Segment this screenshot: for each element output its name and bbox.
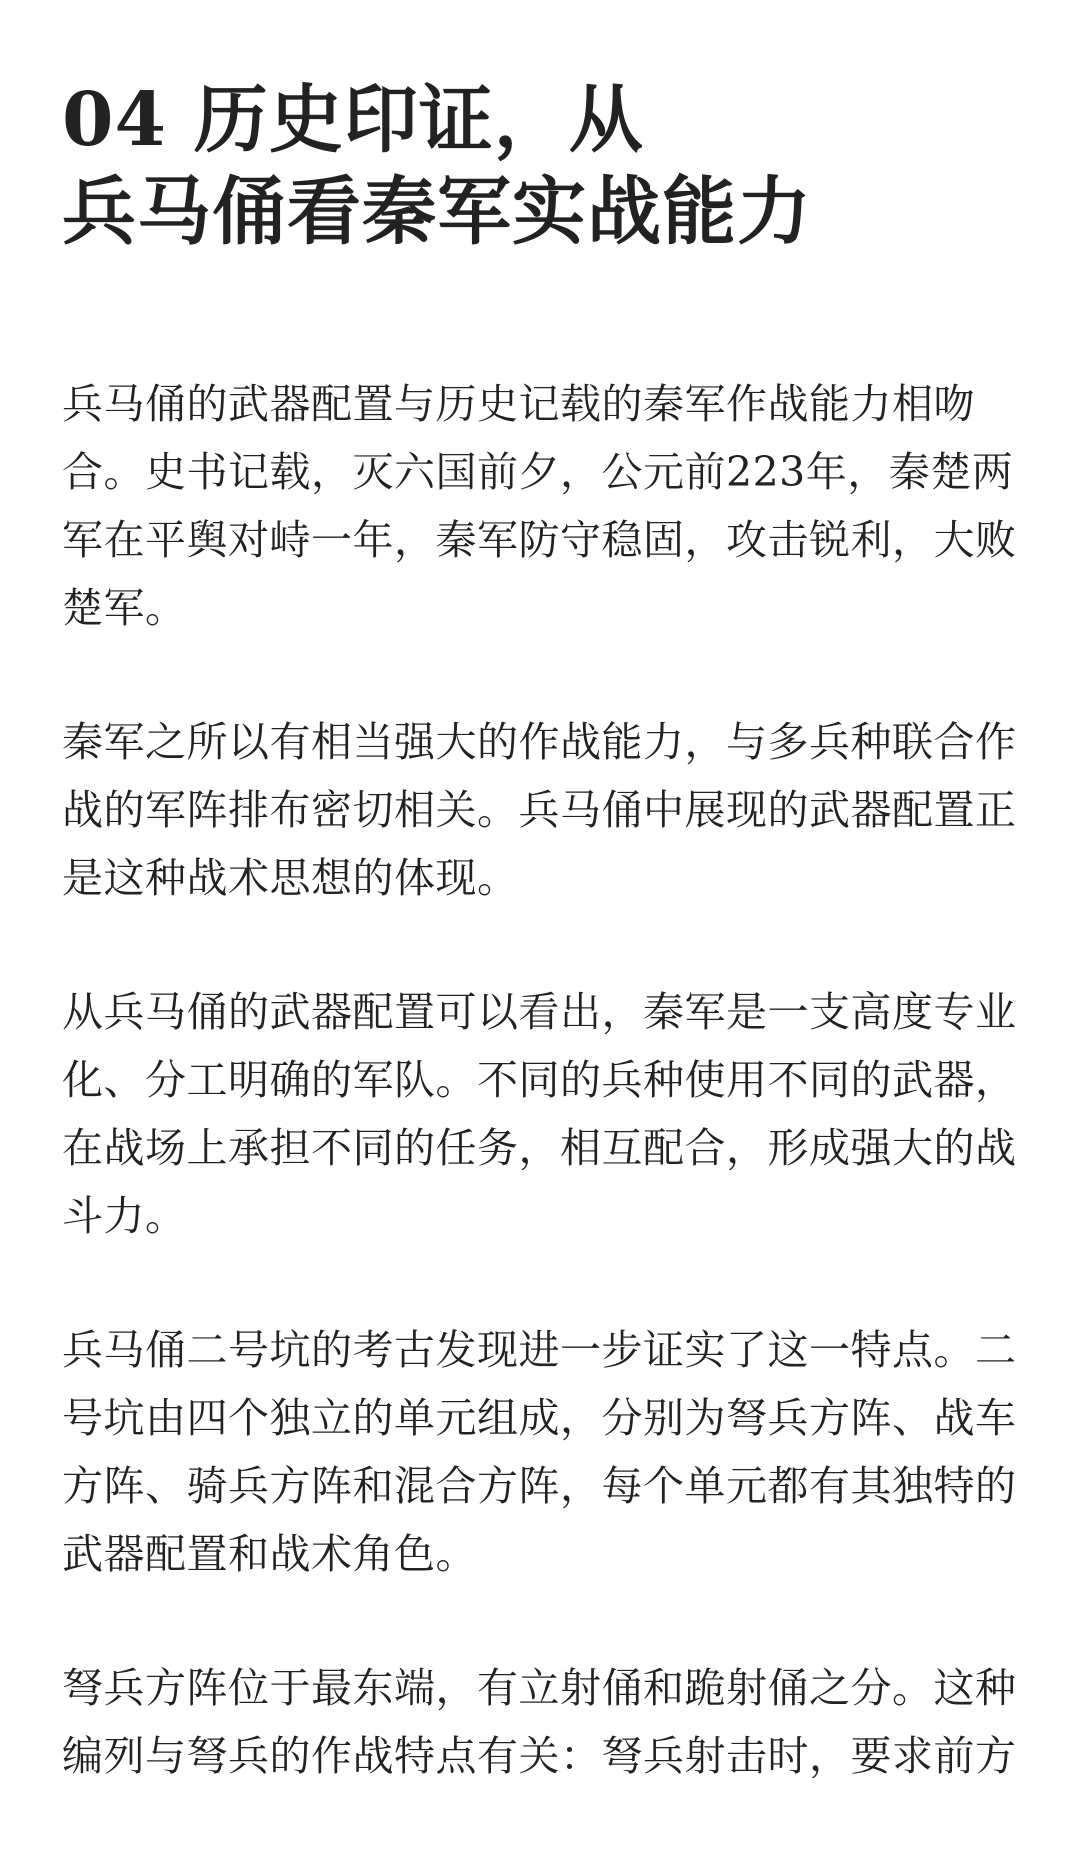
- paragraph-line: 方阵、骑兵方阵和混合方阵，每个单元都有其独特的: [62, 1462, 1017, 1510]
- paragraph-line: 是这种战术思想的体现。: [62, 854, 519, 902]
- paragraph: [62, 370, 1032, 642]
- paragraph: [62, 1654, 1032, 1790]
- paragraph-line: 合。史书记载，灭六国前夕，公元前223年，秦楚两: [62, 448, 1014, 496]
- paragraph-line: 军在平舆对峙一年，秦军防守稳固，攻击锐利，大败: [62, 516, 1017, 564]
- section-title: [62, 74, 1032, 258]
- paragraph-line: 号坑由四个独立的单元组成，分别为弩兵方阵、战车: [62, 1394, 1017, 1442]
- paragraph-line: 秦军之所以有相当强大的作战能力，与多兵种联合作: [62, 718, 1017, 766]
- paragraph-line: 弩兵方阵位于最东端，有立射俑和跪射俑之分。这种: [62, 1664, 1017, 1712]
- paragraph-line: 兵马俑二号坑的考古发现进一步证实了这一特点。二: [62, 1326, 1017, 1374]
- paragraph-line: 编列与弩兵的作战特点有关：弩兵射击时，要求前方: [62, 1732, 1017, 1780]
- paragraph: [62, 978, 1032, 1250]
- paragraph-line: 兵马俑的武器配置与历史记载的秦军作战能力相吻: [62, 380, 975, 428]
- section-title-line: 兵马俑看秦军实战能力: [62, 169, 812, 255]
- paragraph-line: 斗力。: [62, 1192, 187, 1240]
- section-title-line: 04 历史印证，从: [62, 77, 644, 163]
- article-body: [62, 370, 1032, 1790]
- paragraph-line: 楚军。: [62, 584, 187, 632]
- paragraph: [62, 708, 1032, 912]
- paragraph-line: 在战场上承担不同的任务，相互配合，形成强大的战: [62, 1124, 1017, 1172]
- paragraph-line: 武器配置和战术角色。: [62, 1530, 477, 1578]
- paragraph-line: 战的军阵排布密切相关。兵马俑中展现的武器配置正: [62, 786, 1017, 834]
- article-page: [62, 74, 1032, 1856]
- paragraph-line: 化、分工明确的军队。不同的兵种使用不同的武器，: [62, 1056, 1017, 1104]
- paragraph-line: 从兵马俑的武器配置可以看出，秦军是一支高度专业: [62, 988, 1017, 1036]
- paragraph: [62, 1316, 1032, 1588]
